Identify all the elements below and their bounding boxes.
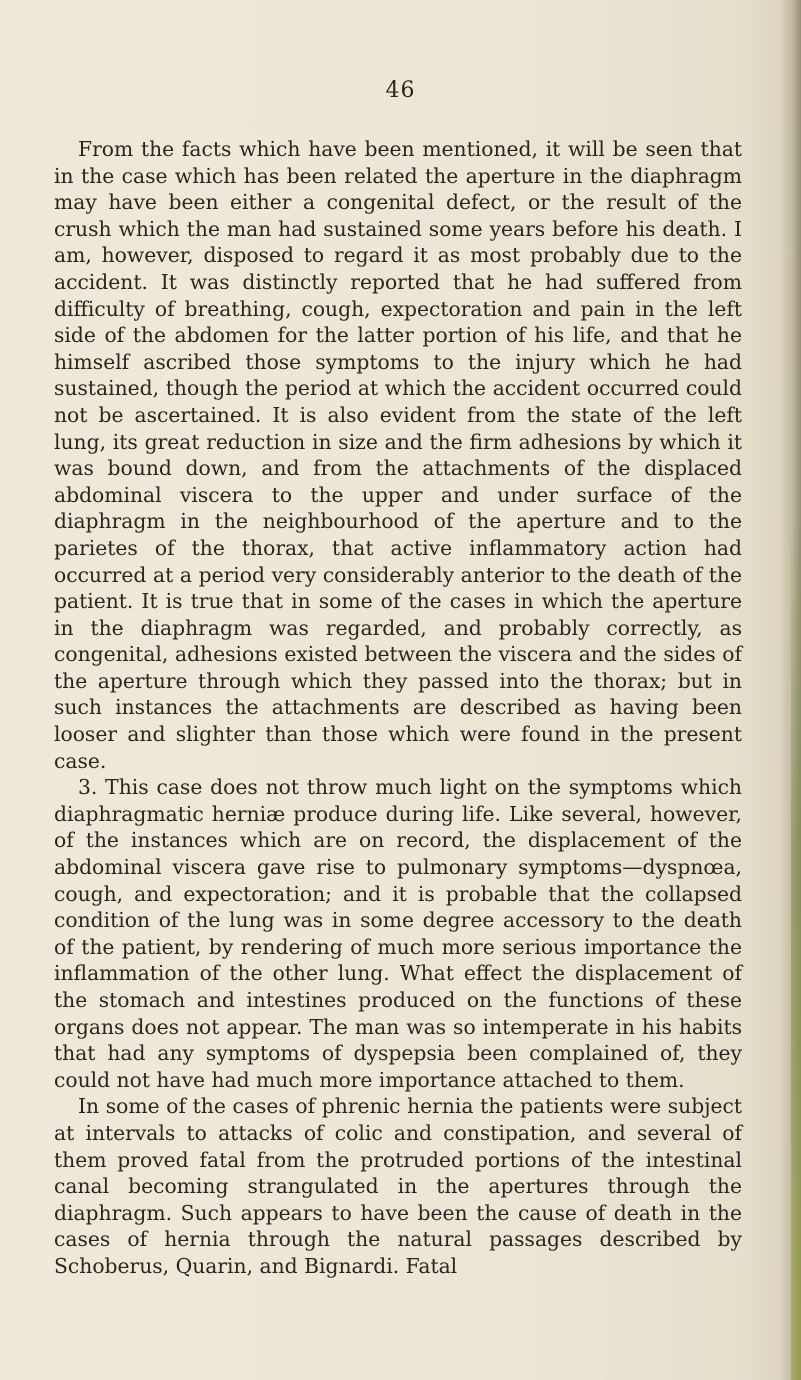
paragraph-symptoms: 3. This case does not throw much light on the symptoms which diaphragmatic herniæ produce during life. Like several, however, of the instances which are on record, the displacement of the abdominal viscera gave rise to pulmonary symptoms—dyspnœa, cough, and expectoration; and it is probable that the collapsed condition of the lung was in some degree accessory to the death of the patient, by rendering of much more serious importance the inflammation of the other lung. What effect the displacement of the stomach and intestines produced on the functions of these organs does not appear. The man was so intemperate in his habits that had any symptoms of dyspepsia been complained of, they could not have had much more importance attached to them. xyxy=(54,775,742,1092)
page-edge-tint xyxy=(791,500,801,1380)
page-number: 46 xyxy=(385,78,416,103)
body-text xyxy=(54,136,742,1280)
paragraph-phrenic-hernia: In some of the cases of phrenic hernia the patients were subject at intervals to attacks of colic and constipation, and several of them proved fatal from the protruded portions of the intestinal canal becoming strangulated in the apertures through the diaphragm. Such appears to have been the cause of death in the cases of hernia through the natural passages described by Schoberus, Quarin, and Bignardi. Fatal xyxy=(54,1094,742,1278)
paragraph-case-discussion: From the facts which have been mentioned, it will be seen that in the case which has been related the aperture in the diaphragm may have been either a congenital defect, or the result of the crush which the man had sustained some years before his death. I am, however, disposed to regard it as most probably due to the accident. It was distinctly reported that he had suffered from difficulty of breathing, cough, expectoration and pain in the left side of the abdomen for the latter portion of his life, and that he himself ascribed those symptoms to the injury which he had sustained, though the period at which the accident occurred could not be ascertained. It is also evident from the state of the left lung, its great reduction in size and the firm adhesions by which it was bound down, and from the attachments of the displaced abdominal viscera to the upper and under surface of the diaphragm in the neighbourhood of the aperture and to the parietes of the thorax, that active inflammatory action had occurred at a period very considerably anterior to the death of the patient. It is true that in some of the cases in which the aperture in the diaphragm was regarded, and probably correctly, as congenital, adhesions existed between the viscera and the sides of the aperture through which they passed into the thorax; but in such instances the attachments are described as having been looser and slighter than those which were found in the present case. xyxy=(54,137,742,773)
